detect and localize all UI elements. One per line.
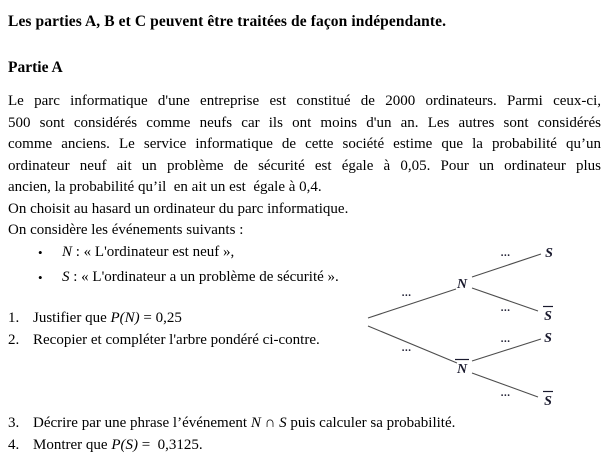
question-text	[33, 412, 455, 435]
part-a-heading: Partie A	[8, 59, 63, 76]
question-text	[33, 307, 182, 330]
event-definition	[62, 240, 234, 266]
probability-tree	[355, 238, 609, 414]
paragraph-line: 500 sont considérés comme neufs car ils ont moins d'un an. Les autres sont considérés	[8, 114, 601, 131]
event-description: : « L'ordinateur est neuf »,	[72, 243, 235, 260]
tree-leaf-S: S	[544, 331, 552, 346]
paragraph-line: ordinateur neuf ait un problème de sécurité est égale à 0,05. Pour un ordinateur plus	[8, 157, 601, 174]
branch-label-dots: ...	[501, 333, 511, 345]
paragraph-line: comme anciens. Le service informatique de cette société estime que la probabilité qu’un	[8, 136, 601, 152]
question-text-pre: Décrire par une phrase l’événement	[33, 414, 251, 431]
question-math: P(S)	[111, 437, 138, 453]
tree-branch-root-N	[368, 289, 456, 318]
question-text	[33, 329, 320, 352]
event-symbol-S: S	[62, 269, 70, 285]
tree-svg	[355, 238, 609, 414]
question-number: 1.	[8, 309, 20, 326]
paragraph-line: ancien, la probabilité qu’il en ait un est égale à 0,4.	[8, 179, 322, 195]
tree-node-N: N	[456, 277, 468, 292]
event-symbol-N: N	[62, 243, 73, 260]
question-number: 2.	[8, 332, 20, 348]
statement-line-considere: On considère les événements suivants :	[8, 222, 244, 238]
intro-note: Les parties A, B et C peuvent être traitées de façon indépendante.	[8, 13, 447, 30]
tree-leaf-S-bar: S	[544, 309, 552, 324]
tree-node-N-bar: N	[456, 362, 468, 377]
question-math: P(N)	[110, 309, 140, 326]
question-text	[33, 434, 203, 457]
statement-line-choisit: On choisit au hasard un ordinateur du parc informatique.	[8, 200, 349, 217]
branch-label-dots: ...	[501, 247, 511, 259]
tree-branch-root-Nbar	[368, 326, 457, 363]
question-item-3	[8, 412, 601, 435]
question-item-4	[8, 434, 601, 457]
question-text-post: = 0,3125.	[137, 437, 203, 453]
branch-label-dots: ...	[501, 302, 511, 314]
event-description: : « L'ordinateur a un problème de sécurité ».	[69, 269, 339, 285]
branch-label-dots: ...	[501, 387, 511, 399]
bullet-icon: •	[38, 244, 43, 260]
tree-leaf-S-bar: S	[544, 394, 552, 409]
statement-paragraph	[8, 91, 601, 199]
tree-leaf-S: S	[545, 246, 553, 261]
question-text-post: puis calculer sa probabilité.	[286, 414, 456, 431]
question-text-pre: Recopier et compléter l'arbre pondéré ci-contre.	[33, 332, 320, 348]
question-text-pre: Montrer que	[33, 437, 112, 453]
branch-label-dots: ...	[402, 342, 412, 354]
paragraph-line: Le parc informatique d'une entreprise est constitué de 2000 ordinateurs. Parmi ceux-ci,	[8, 93, 601, 109]
question-text-post: = 0,25	[139, 309, 182, 326]
branch-label-dots: ...	[402, 287, 412, 299]
question-number: 4.	[8, 437, 20, 453]
question-text-pre: Justifier que	[33, 309, 111, 326]
event-definition	[62, 265, 339, 291]
bullet-icon: •	[38, 270, 43, 285]
question-number: 3.	[8, 414, 20, 431]
question-math: N ∩ S	[250, 414, 287, 431]
